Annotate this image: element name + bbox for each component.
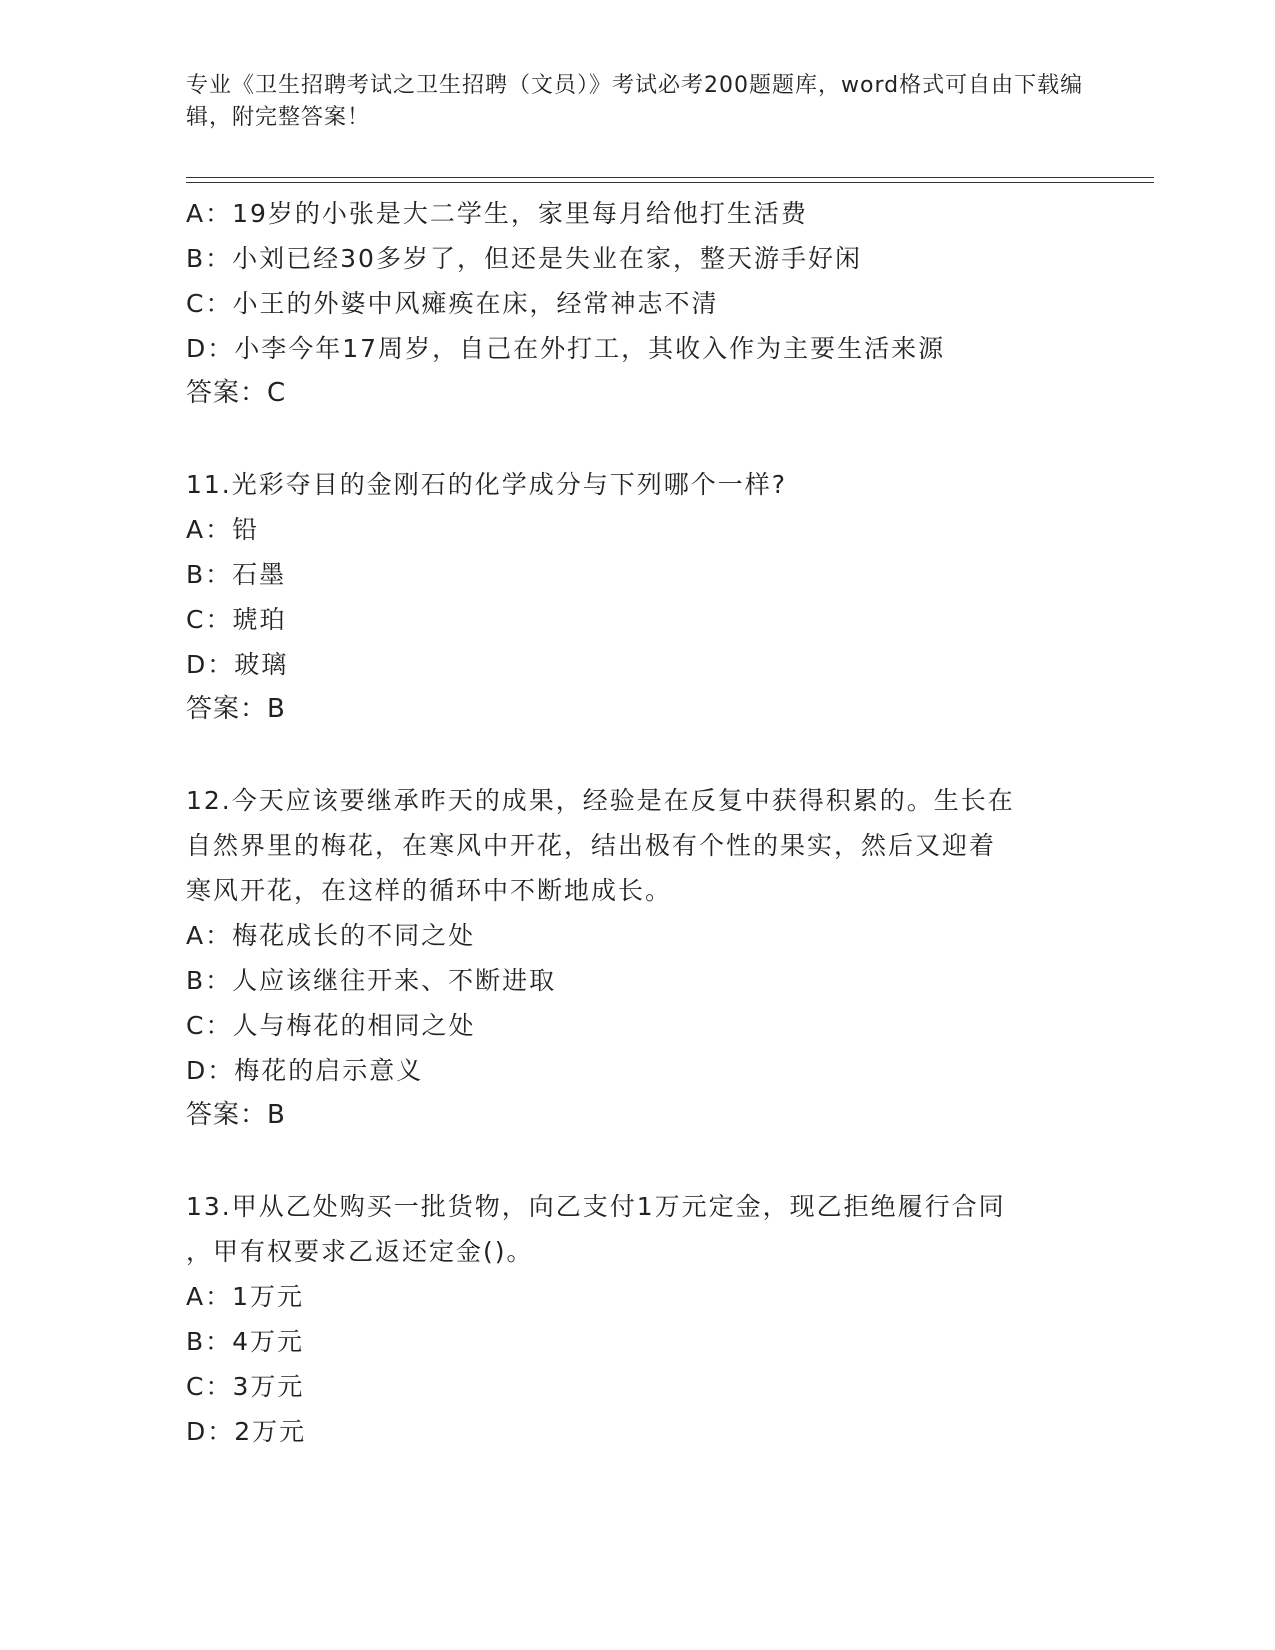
question-stem-line: ，甲有权要求乙返还定金()。 [186, 1237, 534, 1266]
question-stem-line: 自然界里的梅花，在寒风中开花，结出极有个性的果实，然后又迎着 [186, 831, 997, 860]
option-c: C：琥珀 [186, 605, 287, 634]
answer-line: 答案：C [186, 378, 287, 408]
option-b: B：小刘已经30多岁了，但还是失业在家，整天游手好闲 [186, 244, 862, 273]
question-stem-line: 12.今天应该要继承昨天的成果，经验是在反复中获得积累的。生长在 [186, 786, 1015, 815]
question-13-block [186, 1184, 1086, 1454]
option-a: A：铅 [186, 515, 260, 544]
option-c: C：小王的外婆中风瘫痪在床，经常神志不清 [186, 289, 719, 318]
header-divider-top [186, 177, 1154, 178]
option-b: B：人应该继往开来、不断进取 [186, 966, 557, 995]
option-c: C：人与梅花的相同之处 [186, 1011, 476, 1040]
option-a: A：梅花成长的不同之处 [186, 921, 476, 950]
prev-question-block [186, 191, 1086, 416]
option-a: A：19岁的小张是大二学生，家里每月给他打生活费 [186, 199, 808, 228]
option-c: C：3万元 [186, 1372, 305, 1401]
option-d: D：梅花的启示意义 [186, 1056, 424, 1085]
option-a: A：1万元 [186, 1282, 305, 1311]
question-stem-line: 寒风开花，在这样的循环中不断地成长。 [186, 876, 673, 905]
option-b: B：4万元 [186, 1327, 305, 1356]
document-header: 专业《卫生招聘考试之卫生招聘（文员）》考试必考200题题库，word格式可自由下载编辑，附完整答案！ [186, 73, 1084, 130]
question-stem: 11.光彩夺目的金刚石的化学成分与下列哪个一样? [186, 470, 788, 499]
question-stem-line: 13.甲从乙处购买一批货物，向乙支付1万元定金，现乙拒绝履行合同 [186, 1192, 1006, 1221]
option-d: D：2万元 [186, 1417, 307, 1446]
option-d: D：玻璃 [186, 650, 289, 679]
question-12-block [186, 778, 1086, 1138]
option-b: B：石墨 [186, 560, 287, 589]
answer-line: 答案：B [186, 1100, 286, 1130]
option-d: D：小李今年17周岁，自己在外打工，其收入作为主要生活来源 [186, 334, 946, 363]
header-divider-bottom [186, 182, 1154, 183]
question-list [186, 191, 1086, 1454]
answer-line: 答案：B [186, 694, 286, 724]
question-11-block [186, 462, 1086, 732]
